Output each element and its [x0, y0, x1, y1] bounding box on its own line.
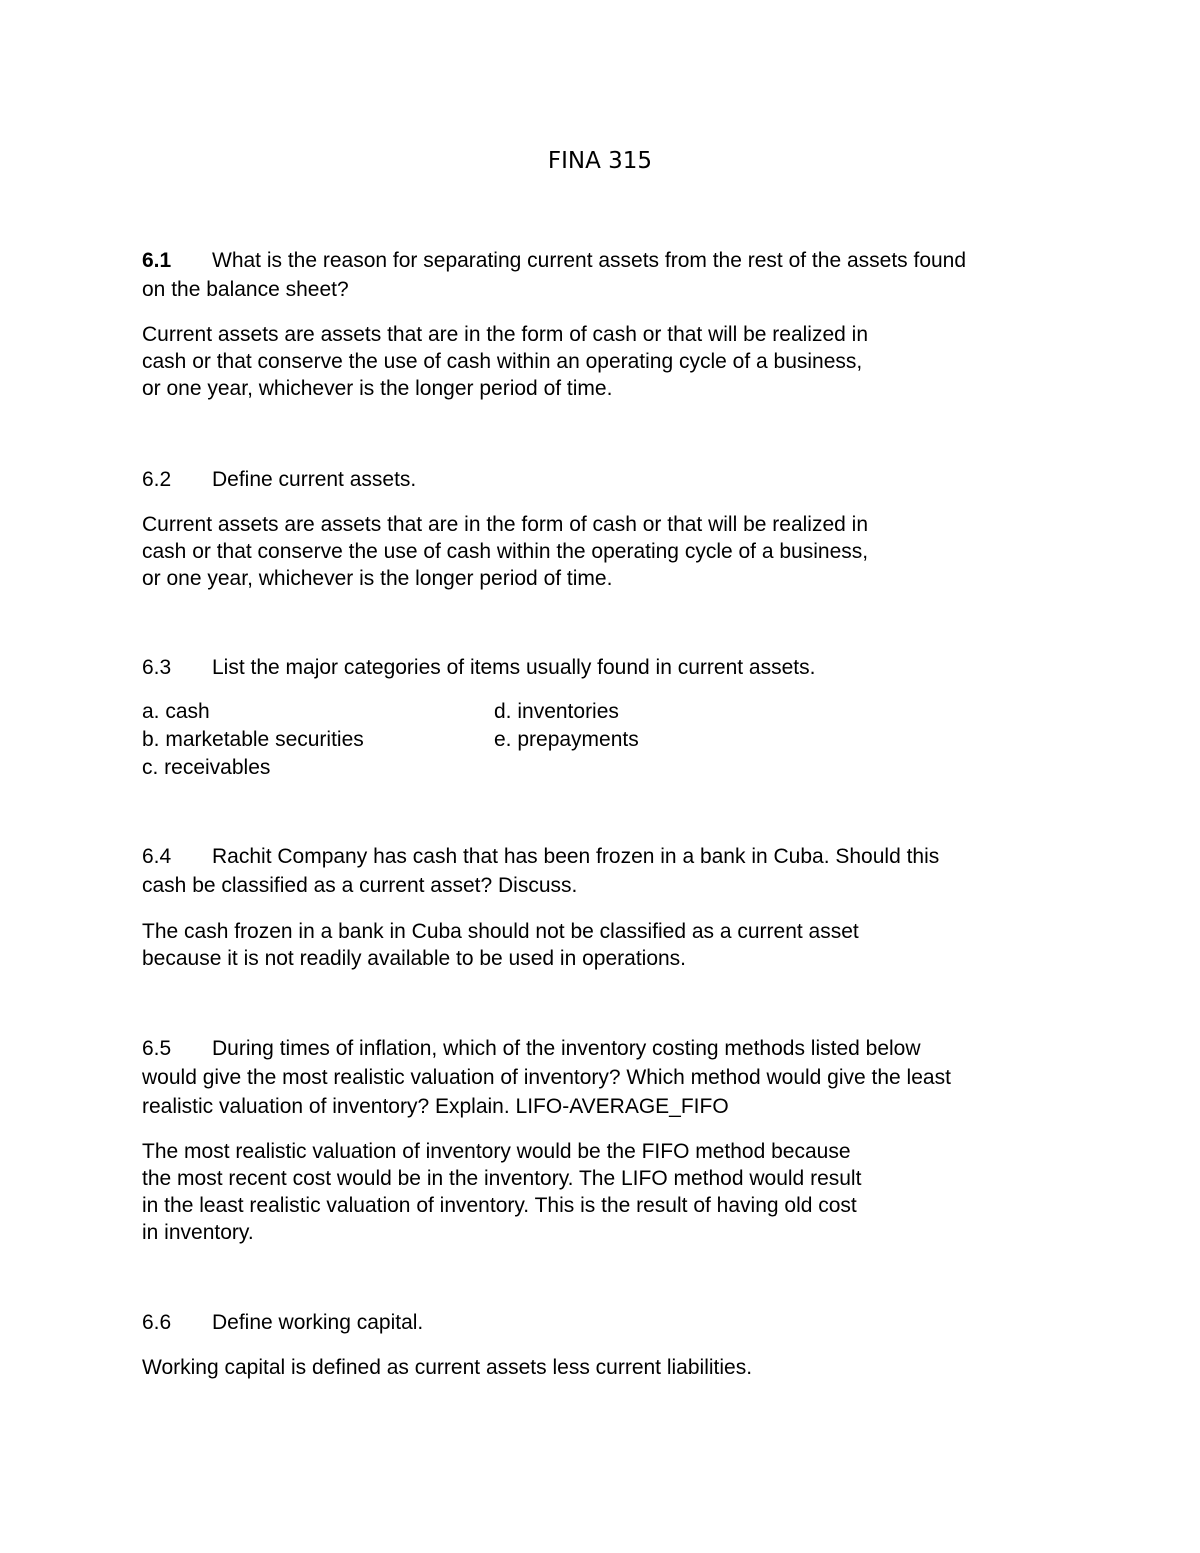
question-6-1 — [142, 246, 1082, 304]
answer-line: or one year, whichever is the longer period of time. — [142, 377, 613, 400]
question-number: 6.1 — [142, 249, 172, 272]
answer-6-6 — [142, 1354, 1042, 1381]
question-text-line: Rachit Company has cash that has been frozen in a bank in Cuba. Should this — [212, 845, 940, 868]
list-item: b. marketable securities — [142, 728, 364, 751]
list-item: a. cash — [142, 700, 210, 723]
question-text-line: Define current assets. — [212, 468, 417, 491]
question-6-2 — [142, 465, 1082, 494]
answer-line: cash or that conserve the use of cash within an operating cycle of a business, — [142, 350, 863, 373]
list-item: c. receivables — [142, 756, 271, 779]
page-title: FINA 315 — [547, 148, 653, 174]
question-number: 6.2 — [142, 468, 172, 491]
answer-line: The most realistic valuation of inventory would be the FIFO method because — [142, 1140, 851, 1163]
question-text-line: would give the most realistic valuation of inventory? Which method would give the least — [142, 1066, 951, 1089]
answer-line: Current assets are assets that are in the form of cash or that will be realized in — [142, 513, 869, 536]
answer-line: cash or that conserve the use of cash within the operating cycle of a business, — [142, 540, 869, 563]
question-text-line: on the balance sheet? — [142, 278, 349, 301]
answer-6-2 — [142, 511, 1042, 592]
question-number: 6.6 — [142, 1311, 172, 1334]
question-number: 6.3 — [142, 656, 172, 679]
answer-line: the most recent cost would be in the inventory. The LIFO method would result — [142, 1167, 862, 1190]
answer-line: in inventory. — [142, 1221, 254, 1244]
answer-line: Working capital is defined as current assets less current liabilities. — [142, 1356, 753, 1379]
question-text-line: List the major categories of items usually found in current assets. — [212, 656, 816, 679]
question-6-3 — [142, 653, 1082, 682]
answer-6-4 — [142, 918, 1042, 972]
list-item: e. prepayments — [494, 728, 639, 751]
answer-line: or one year, whichever is the longer period of time. — [142, 567, 613, 590]
answer-line: because it is not readily available to be used in operations. — [142, 947, 687, 970]
question-text-line: cash be classified as a current asset? Discuss. — [142, 874, 578, 897]
categories-list-left-column — [142, 698, 364, 782]
question-number: 6.4 — [142, 845, 172, 868]
question-number: 6.5 — [142, 1037, 172, 1060]
question-text-line: What is the reason for separating current assets from the rest of the assets found — [212, 249, 967, 272]
answer-6-1 — [142, 321, 1042, 402]
question-6-5 — [142, 1034, 1082, 1121]
question-text-line: Define working capital. — [212, 1311, 424, 1334]
question-6-6 — [142, 1308, 1082, 1337]
question-text-line: realistic valuation of inventory? Explain. LIFO-AVERAGE_FIFO — [142, 1095, 729, 1118]
list-item: d. inventories — [494, 700, 619, 723]
question-text-line: During times of inflation, which of the inventory costing methods listed below — [212, 1037, 921, 1060]
answer-line: The cash frozen in a bank in Cuba should not be classified as a current asset — [142, 920, 859, 943]
answer-line: Current assets are assets that are in the form of cash or that will be realized in — [142, 323, 869, 346]
answer-6-5 — [142, 1138, 1042, 1246]
question-6-4 — [142, 842, 1082, 900]
answer-line: in the least realistic valuation of inventory. This is the result of having old cost — [142, 1194, 857, 1217]
categories-list-right-column — [494, 698, 639, 754]
